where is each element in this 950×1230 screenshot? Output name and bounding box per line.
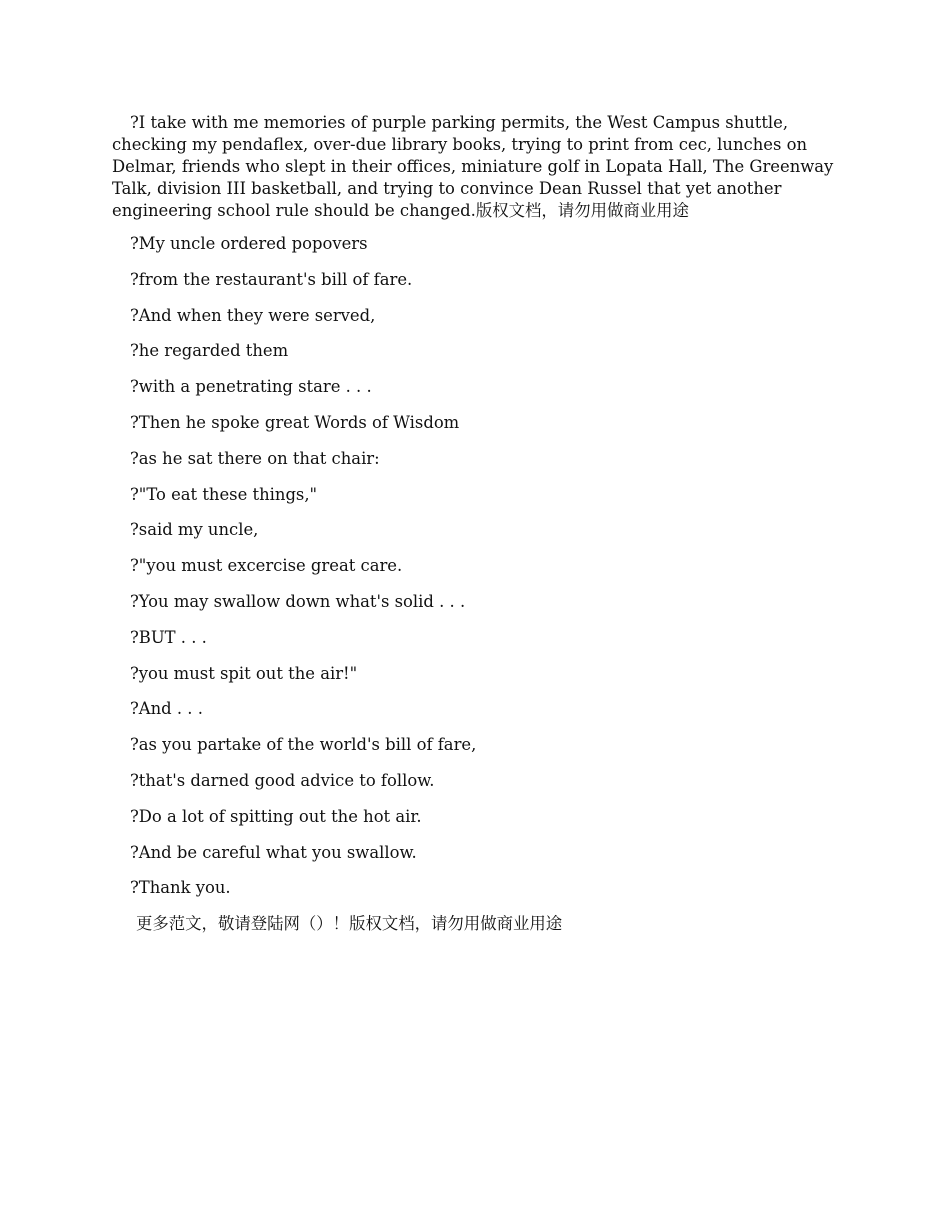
footer-notice: 更多范文，敬请登陆网（）！版权文档，请勿用做商业用途 bbox=[136, 914, 563, 934]
poem-line: ?BUT . . . bbox=[130, 627, 207, 647]
poem-line: ?from the restaurant's bill of fare. bbox=[130, 269, 413, 289]
poem-line: ?My uncle ordered popovers bbox=[130, 234, 368, 253]
poem-line: ?Do a lot of spitting out the hot air. bbox=[130, 806, 422, 826]
poem-line: ?with a penetrating stare . . . bbox=[130, 377, 372, 397]
poem-line: ?he regarded them bbox=[130, 341, 289, 361]
poem-line: ?And . . . bbox=[130, 699, 203, 719]
poem-line: ?"you must excercise great care. bbox=[130, 556, 403, 576]
poem-line: ?as you partake of the world's bill of fare, bbox=[130, 735, 477, 755]
poem-line: ?Then he spoke great Words of Wisdom bbox=[130, 412, 460, 432]
poem-line: ?"To eat these things," bbox=[130, 484, 318, 504]
poem-lines bbox=[112, 233, 836, 899]
poem-line: ?that's darned good advice to follow. bbox=[130, 770, 435, 790]
poem-line: ?you must spit out the air!" bbox=[130, 663, 358, 683]
document-page bbox=[112, 112, 836, 935]
poem-line: ?Thank you. bbox=[130, 878, 231, 898]
poem-line: ?said my uncle, bbox=[130, 520, 259, 540]
poem-line: ?And when they were served, bbox=[130, 305, 376, 325]
intro-paragraph: ?I take with me memories of purple parking permits, the West Campus shuttle, checking my pendaflex, over-due library books, trying to print from cec, lunches on Delmar, friends who slept in their offices, miniature golf in Lopata Hall, The Greenway Talk, division III basketball, and trying to convince Dean Russel that yet another engineering school rule should be changed.版权文档，请勿用做商业用途 bbox=[112, 113, 834, 220]
poem-line: ?as he sat there on that chair: bbox=[130, 448, 380, 468]
poem-line: ?And be careful what you swallow. bbox=[130, 842, 417, 862]
poem-line: ?You may swallow down what's solid . . . bbox=[130, 591, 466, 611]
